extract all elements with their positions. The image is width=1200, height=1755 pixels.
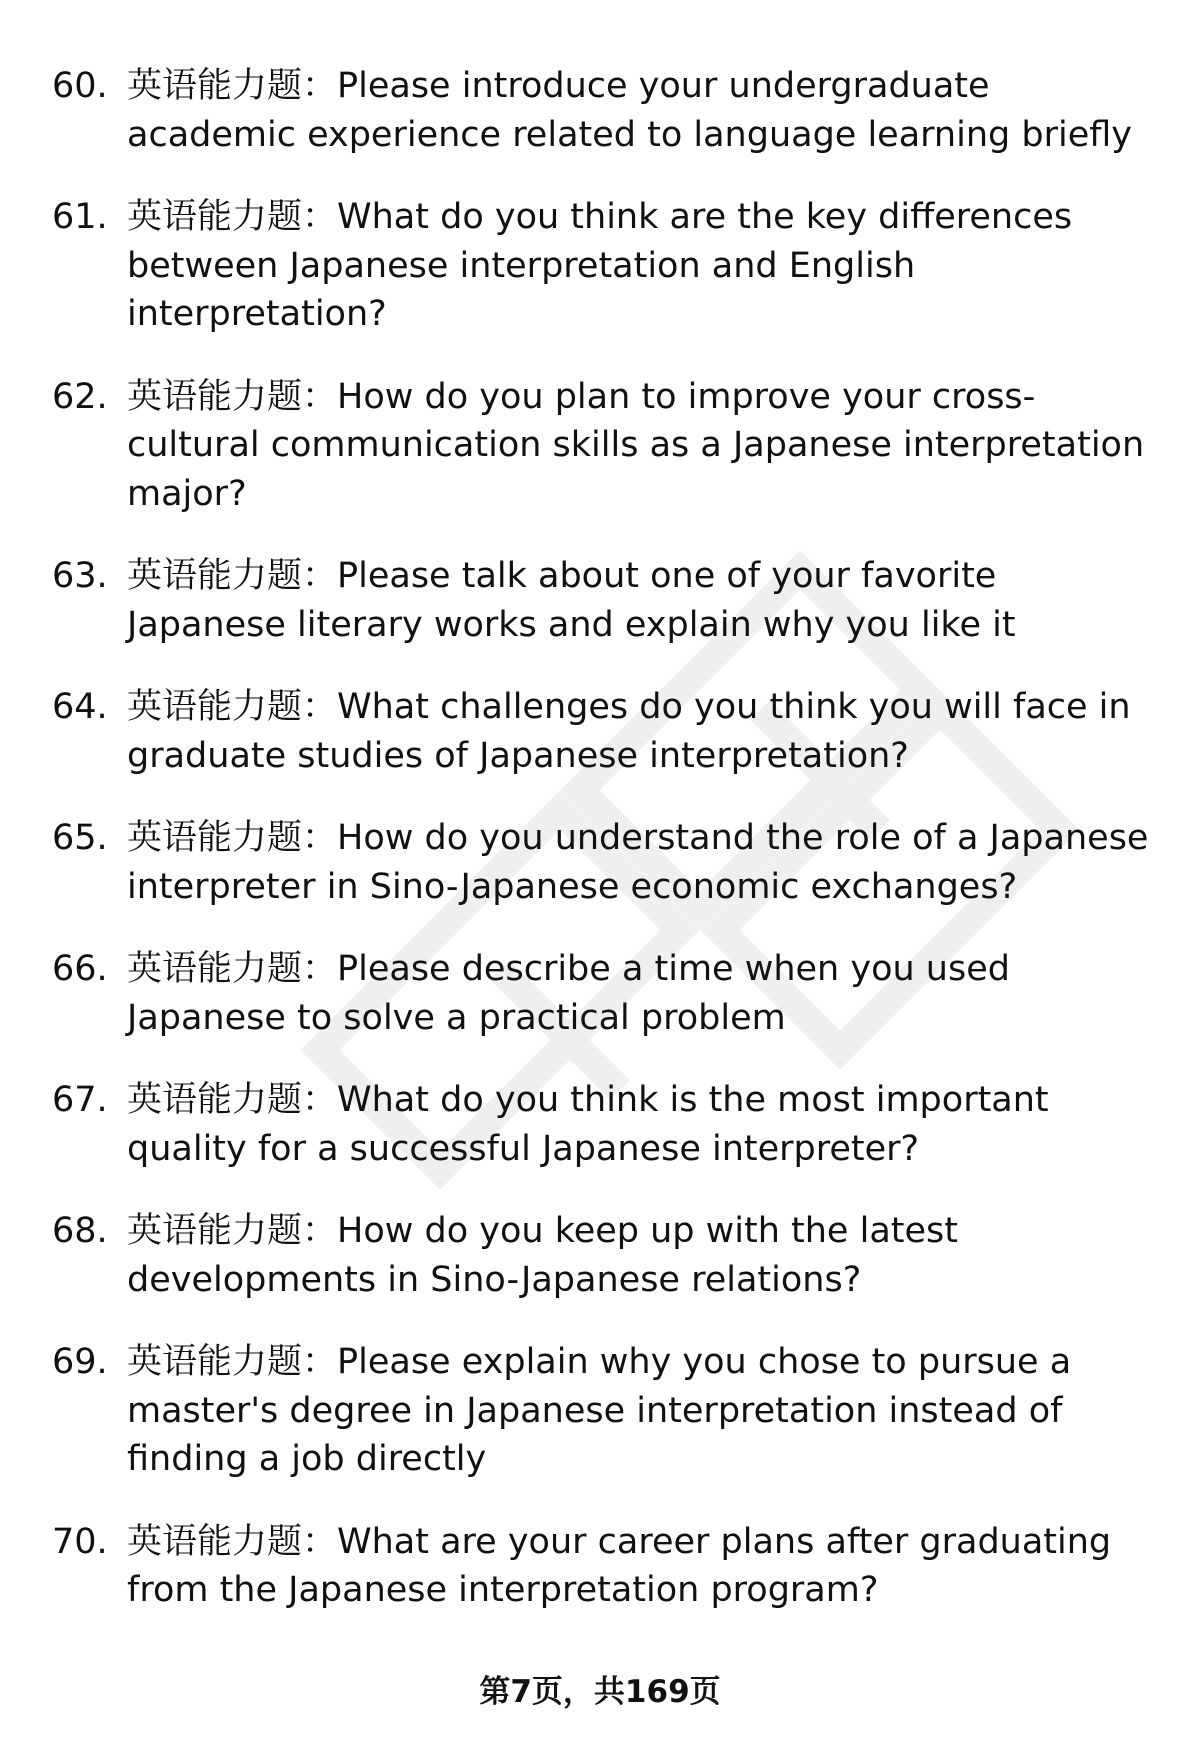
question-body — [127, 814, 1162, 911]
question-body — [127, 683, 1162, 780]
question-item-61 — [52, 193, 1162, 339]
question-category: 英语能力题： — [127, 1342, 338, 1382]
question-body — [127, 1338, 1162, 1484]
question-item-69 — [52, 1338, 1162, 1484]
question-item-60 — [52, 62, 1162, 159]
question-list — [52, 62, 1162, 1615]
question-text: Please describe a time when you used Japanese to solve a practical problem — [127, 949, 1010, 1038]
question-text: What are your career plans after graduating from the Japanese interpretation program? — [127, 1521, 1112, 1610]
question-item-65 — [52, 814, 1162, 911]
question-text: How do you plan to improve your cross-cultural communication skills as a Japanese interpretation major? — [127, 376, 1145, 514]
question-number: 69. — [52, 1342, 108, 1382]
question-category: 英语能力题： — [127, 687, 338, 727]
question-category: 英语能力题： — [127, 197, 338, 237]
question-category: 英语能力题： — [127, 949, 338, 989]
question-body — [127, 552, 1162, 649]
question-text: What do you think is the most important quality for a successful Japanese interpreter? — [127, 1080, 1049, 1169]
question-text: Please explain why you chose to pursue a master's degree in Japanese interpretation instead of finding a job directly — [127, 1342, 1072, 1479]
question-body — [127, 1207, 1162, 1304]
question-category: 英语能力题： — [127, 556, 338, 596]
question-number: 64. — [52, 687, 108, 727]
question-item-68 — [52, 1207, 1162, 1304]
question-number: 66. — [52, 949, 108, 989]
question-category: 英语能力题： — [127, 1521, 338, 1562]
question-number: 65. — [52, 818, 108, 858]
question-item-70 — [52, 1518, 1162, 1615]
question-item-62 — [52, 373, 1162, 519]
question-text: How do you keep up with the latest developments in Sino-Japanese relations? — [127, 1211, 958, 1300]
question-category: 英语能力题： — [127, 1080, 338, 1120]
question-body — [127, 1076, 1162, 1173]
question-number: 67. — [52, 1080, 108, 1120]
page-footer: 第7页，共169页 — [479, 1674, 721, 1710]
question-text: How do you understand the role of a Japanese interpreter in Sino-Japanese economic exchanges? — [127, 818, 1149, 907]
question-item-63 — [52, 552, 1162, 649]
question-number: 61. — [52, 197, 108, 237]
question-category: 英语能力题： — [127, 66, 338, 106]
question-category: 英语能力题： — [127, 818, 338, 858]
question-text: What challenges do you think you will face in graduate studies of Japanese interpretation? — [127, 687, 1131, 776]
question-body — [127, 62, 1162, 159]
question-number: 68. — [52, 1211, 108, 1251]
question-body — [127, 945, 1162, 1042]
question-category: 英语能力题： — [127, 1211, 338, 1251]
question-text: Please talk about one of your favorite Japanese literary works and explain why you like it — [127, 556, 1016, 645]
question-body — [127, 373, 1162, 519]
question-item-64 — [52, 683, 1162, 780]
question-text: Please introduce your undergraduate academic experience related to language learning briefly — [127, 66, 1132, 155]
question-body — [127, 1518, 1162, 1615]
question-text: What do you think are the key differences between Japanese interpretation and English interpretation? — [127, 197, 1073, 334]
question-number: 62. — [52, 376, 108, 417]
question-body — [127, 193, 1162, 339]
question-item-66 — [52, 945, 1162, 1042]
question-category: 英语能力题： — [127, 376, 338, 417]
question-item-67 — [52, 1076, 1162, 1173]
question-number: 60. — [52, 66, 108, 106]
question-number: 63. — [52, 556, 108, 596]
question-number: 70. — [52, 1521, 108, 1562]
